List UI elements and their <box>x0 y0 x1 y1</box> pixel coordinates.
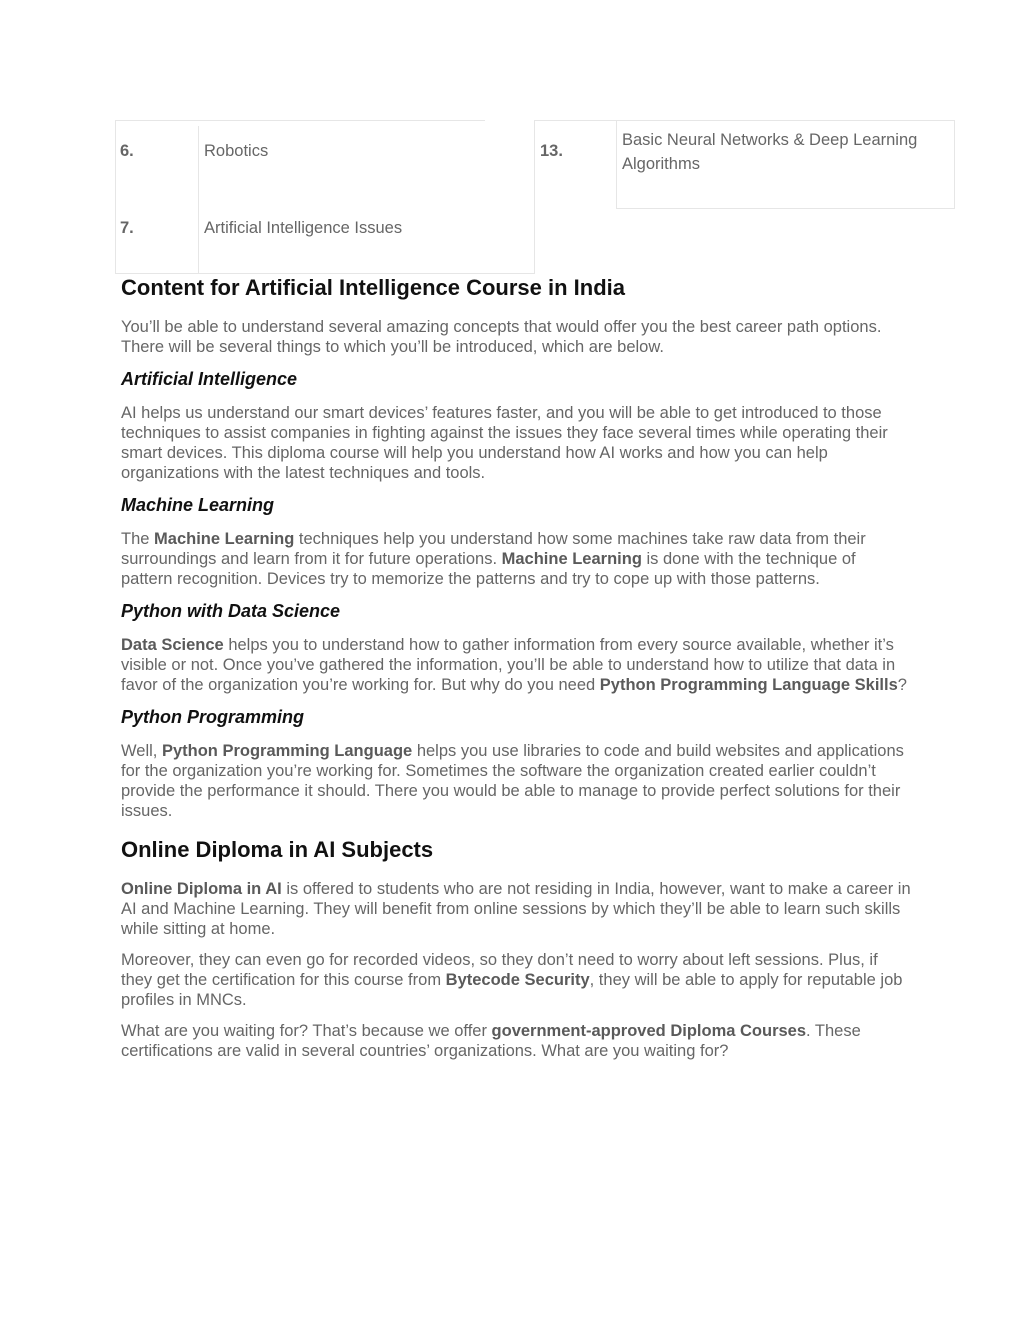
bytecode-security-bold-term: Bytecode Security <box>445 970 590 989</box>
table-row-1-left-subject: Robotics <box>204 142 269 160</box>
online-diploma-paragraph-3: What are you waiting for? That’s because we offer government-approved Diploma Courses. These certifications are valid in several countries’ organizations. What are you waiting for? <box>121 1021 861 1060</box>
python-programming-subheading: Python Programming <box>121 706 305 727</box>
content-section-heading: Content for Artificial Intelligence Course in India <box>121 275 626 300</box>
python-language-bold-term: Python Programming Language <box>161 741 413 760</box>
python-skills-bold-term: Python Programming Language Skills <box>599 676 898 695</box>
table-row-1-right-subject: Basic Neural Networks & Deep Learning Algorithms <box>622 131 918 173</box>
table-border-top-right <box>535 120 955 121</box>
table-row-2-left-number: 7. <box>120 219 134 237</box>
ai-subheading: Artificial Intelligence <box>121 368 298 389</box>
table-row-1-right-number: 13. <box>540 142 563 160</box>
ml-bold-term-2: Machine Learning <box>501 550 642 569</box>
ml-bold-term: Machine Learning <box>154 529 295 548</box>
table-row-1-left-number: 6. <box>120 142 134 160</box>
table-row-divider-right <box>616 208 955 209</box>
python-data-science-paragraph: Data Science helps you to understand how to gather information from every source available, whether it’s visible or not. Once you’ve gathered the information, you’ll be able to understand how to utilize that data in favor of the organization you’re working for. But why do you need Python Programming Language Skills? <box>121 635 907 695</box>
table-row-2-left-subject: Artificial Intelligence Issues <box>204 219 403 237</box>
ml-subheading: Machine Learning <box>121 494 275 515</box>
table-border-right <box>954 120 955 208</box>
online-diploma-paragraph-1: Online Diploma in AI is offered to students who are not residing in India, however, want to make a career in AI and Machine Learning. They will benefit from online sessions by which they’ll be able to learn such skills while sitting at home. <box>121 879 911 939</box>
table-border-top-left <box>115 120 485 121</box>
online-diploma-paragraph-2: Moreover, they can even go for recorded videos, so they don’t need to worry about left sessions. Plus, if they get the certification for this course from Bytecode Security, they will be able to apply for reputable job profiles in MNCs. <box>121 950 903 1010</box>
ml-paragraph: The Machine Learning techniques help you understand how some machines take raw data from their surroundings and learn from it for future operations. Machine Learning is done with the technique of pattern recognition. Devices try to memorize the patterns and try to cope up with those patterns. <box>121 529 866 589</box>
course-subjects-table <box>115 120 955 274</box>
approved-courses-bold-term: government-approved Diploma Courses <box>491 1021 807 1040</box>
python-programming-paragraph: Well, Python Programming Language helps you use libraries to code and build websites and applications for the organization you’re working for. Sometimes the software the organization created earlier couldn’t provide the performance it should. There you would be able to manage to provide perfect solutions for their issues. <box>121 741 904 821</box>
ai-paragraph: AI helps us understand our smart devices’ features faster, and you will be able to get introduced to those techniques to assist companies in fighting against the issues they face several times while operating their smart devices. This diploma course will help you understand how AI works and how you can help organizations with the latest techniques and tools. <box>121 403 888 483</box>
intro-paragraph: You’ll be able to understand several amazing concepts that would offer you the best career path options. There will be several things to which you’ll be introduced, which are below. <box>121 318 882 357</box>
article-content <box>121 274 911 1061</box>
online-diploma-heading: Online Diploma in AI Subjects <box>121 836 434 862</box>
online-diploma-bold-term: Online Diploma in AI <box>121 879 282 898</box>
python-data-science-subheading: Python with Data Science <box>121 600 341 621</box>
data-science-bold-term: Data Science <box>121 635 224 654</box>
